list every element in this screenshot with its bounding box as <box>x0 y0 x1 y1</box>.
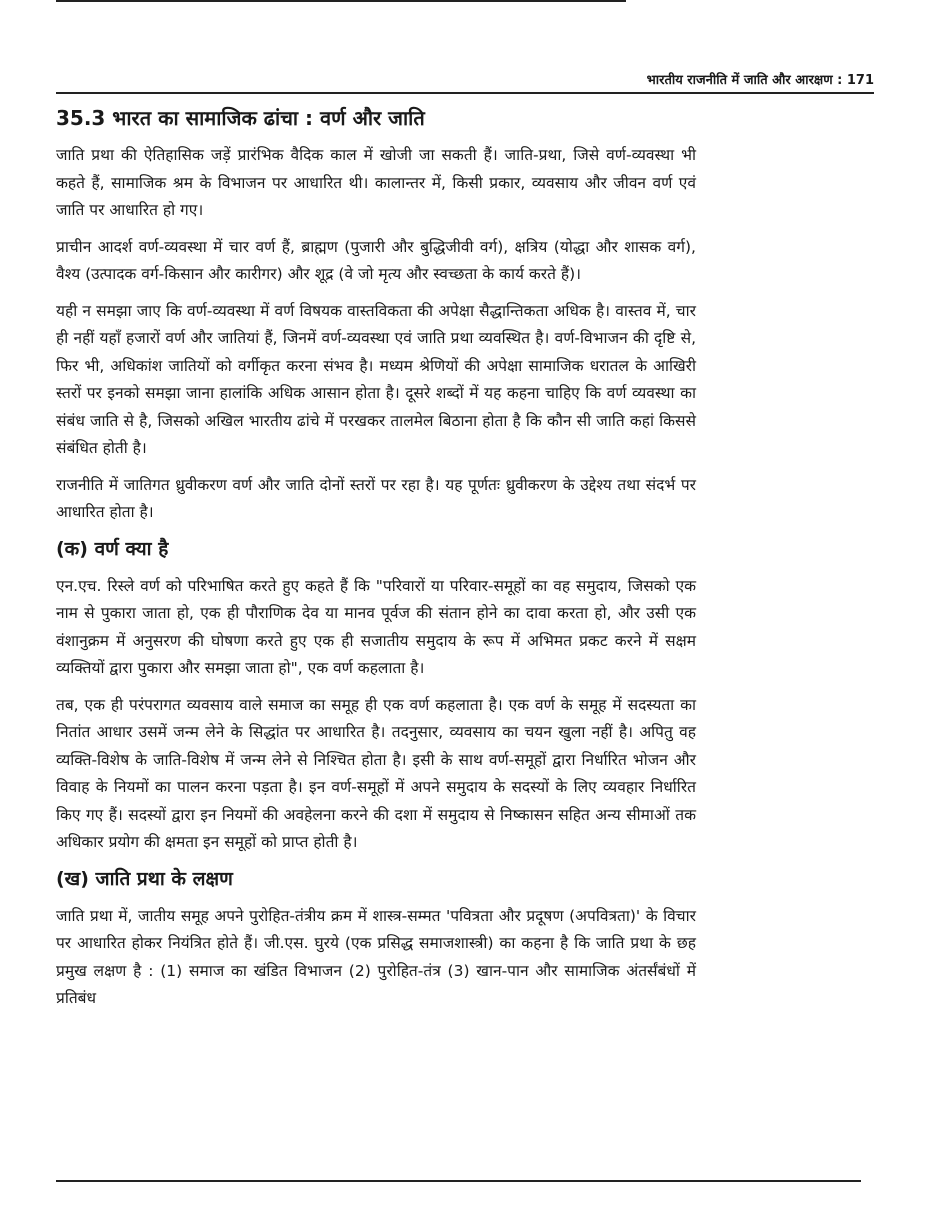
paragraph-risley-definition: एन.एच. रिस्ले वर्ण को परिभाषित करते हुए कहते हैं कि "परिवारों या परिवार-समूहों का वह समुदाय, जिसको एक नाम से पुकारा जाता हो, एक ही पौराणिक देव या मानव पूर्वज की संतान होने का दावा करता हो, और उसी एक वंशानुक्रम में अनुसरण की घोषणा करते हुए एक ही सजातीय समुदाय के रूप में अभिमत प्रकट करने में सक्षम व्यक्तियों द्वारा पुकारा और समझा जाता हो", एक वर्ण कहलाता है। <box>56 576 696 677</box>
top-rule <box>56 0 626 2</box>
paragraph-origin: जाति प्रथा की ऐतिहासिक जड़ें प्रारंभिक वैदिक काल में खोजी जा सकती हैं। जाति-प्रथा, जिसे वर्ण-व्यवस्था भी कहते हैं, सामाजिक श्रम के विभाजन पर आधारित थी। कालान्तर में, किसी प्रकार, व्यवसाय और जीवन वर्ण एवं जाति पर आधारित हो गए। <box>56 146 696 219</box>
paragraph-varna-theory: यही न समझा जाए कि वर्ण-व्यवस्था में वर्ण विषयक वास्तविकता की अपेक्षा सैद्धान्तिकता अधिक है। वास्तव में, चार ही नहीं यहाँ हजारों वर्ण और जातियां हैं, जिनमें वर्ण-व्यवस्था एवं जाति प्रथा व्यवस्थित है। वर्ण-विभाजन की दृष्टि से, फिर भी, अधिकांश जातियों को वर्गीकृत करना संभव है। मध्यम श्रेणियों की अपेक्षा सामाजिक धरातल के आखिरी स्तरों पर इनको समझा जाना हालांकि अधिक आसान होता है। दूसरे शब्दों में यह कहना चाहिए कि वर्ण व्यवस्था का संबंध जाति से है, जिसको अखिल भारतीय ढांचे में परखकर तालमेल बिठाना होता है कि कौन सी जाति कहां किससे संबंधित होती है। <box>56 301 696 457</box>
footer-rule <box>56 1180 861 1182</box>
paragraph-four-varnas: प्राचीन आदर्श वर्ण-व्यवस्था में चार वर्ण हैं, ब्राह्मण (पुजारी और बुद्धिजीवी वर्ग), क्षत्रिय (योद्धा और शासक वर्ग), वैश्य (उत्पादक वर्ग-किसान और कारीगर) और शूद्र (वे जो मृत्य और स्वच्छता के कार्य करते हैं)। <box>56 237 696 283</box>
section-title: 35.3 भारत का सामाजिक ढांचा : वर्ण और जाति <box>56 106 425 130</box>
subsection-title-varna: (क) वर्ण क्या है <box>56 537 169 560</box>
subsection-title-caste-features: (ख) जाति प्रथा के लक्षण <box>56 867 233 890</box>
running-head: भारतीय राजनीति में जाति और आरक्षण : 171 <box>646 73 874 88</box>
page-body <box>56 104 696 1022</box>
paragraph-caste-features: जाति प्रथा में, जातीय समूह अपने पुरोहित-तंत्रीय क्रम में शास्त्र-सम्मत 'पवित्रता और प्रदूषण (अपवित्रता)' के विचार पर आधारित होकर नियंत्रित होते हैं। जी.एस. घुरये (एक प्रसिद्ध समाजशास्त्री) का कहना है कि जाति प्रथा के छह प्रमुख लक्षण है : (1) समाज का खंडित विभाजन (2) पुरोहित-तंत्र (3) खान-पान और सामाजिक अंतर्संबंधों में प्रतिबंध <box>56 906 696 1007</box>
paragraph-polarization: राजनीति में जातिगत ध्रुवीकरण वर्ण और जाति दोनों स्तरों पर रहा है। यह पूर्णतः ध्रुवीकरण के उद्देश्य तथा संदर्भ पर आधारित होता है। <box>56 475 696 521</box>
header-rule <box>56 92 874 94</box>
paragraph-varna-membership: तब, एक ही परंपरागत व्यवसाय वाले समाज का समूह ही एक वर्ण कहलाता है। एक वर्ण के समूह में सदस्यता का नितांत आधार उसमें जन्म लेने के सिद्धांत पर आधारित है। तदनुसार, व्यवसाय का चयन खुला नहीं है। अपितु वह व्यक्ति-विशेष के जाति-विशेष में जन्म लेने से निश्चित होता है। इसी के साथ वर्ण-समूहों द्वारा निर्धारित भोजन और विवाह के नियमों का पालन करना पड़ता है। इन वर्ण-समूहों में अपने समुदाय के सदस्यों के लिए व्यवहार निर्धारित किए गए हैं। सदस्यों द्वारा इन नियमों की अवहेलना करने की दशा में समुदाय से निष्कासन सहित अन्य सीमाओं तक अधिकार प्रयोग की क्षमता इन समूहों को प्राप्त होती है। <box>56 695 696 851</box>
